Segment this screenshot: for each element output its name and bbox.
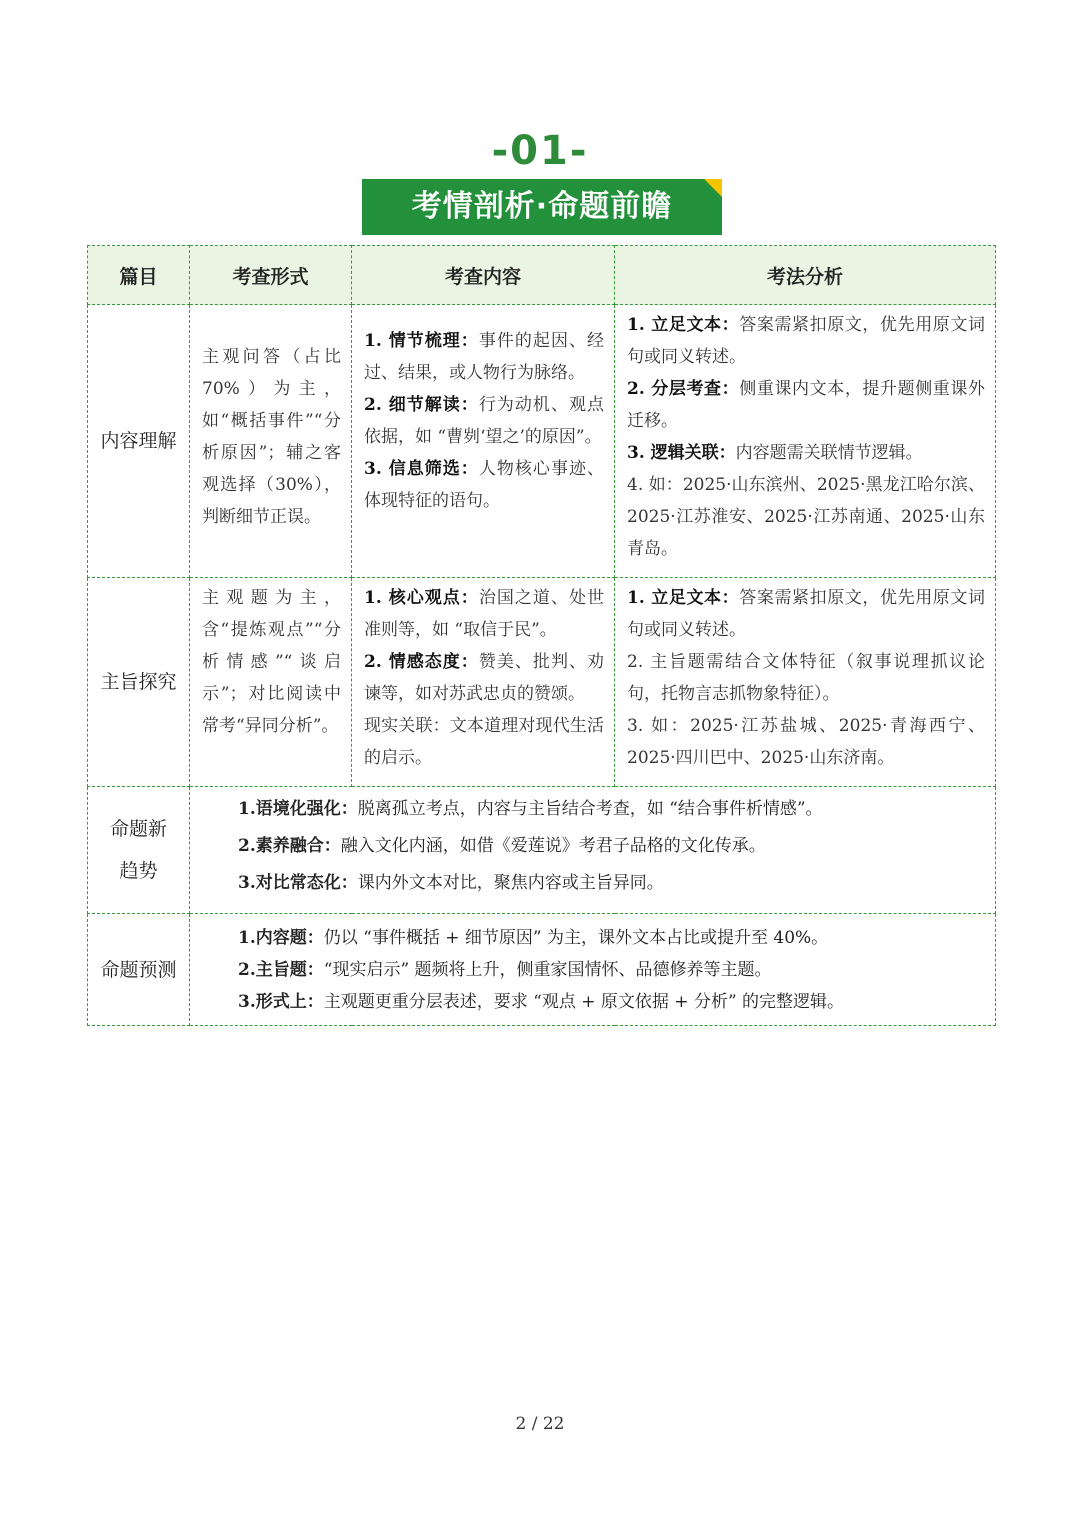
list-item: 3. 如：2025·江苏盐城、2025·青海西宁、2025·四川巴中、2025·山东济南。 xyxy=(627,716,985,768)
list-item: 2. 情感态度：赞美、批判、劝谏等，如对苏武忠贞的赞颂。 xyxy=(364,652,605,704)
content-cell xyxy=(352,305,615,578)
table-row xyxy=(88,787,996,914)
list-item: 1. 立足文本：答案需紧扣原文，优先用原文词句或同义转述。 xyxy=(627,315,986,367)
list-item: 现实关联：文本道理对现代生活的启示。 xyxy=(364,716,604,768)
list-item: 1.语境化强化：脱离孤立考点，内容与主旨结合考查，如 “结合事件析情感”。 xyxy=(238,799,823,819)
row-label: 内容理解 xyxy=(88,305,190,578)
list-item: 2. 分层考查：侧重课内文本，提升题侧重课外迁移。 xyxy=(627,379,986,431)
table-row xyxy=(88,578,996,787)
row-label-line: 趋势 xyxy=(119,860,158,882)
list-item: 2.素养融合：融入文化内涵，如借《爱莲说》考君子品格的文化传承。 xyxy=(238,836,766,856)
row-label-line: 命题新 xyxy=(109,818,167,840)
analysis-cell xyxy=(615,578,996,787)
list-item: 3.对比常态化：课内外文本对比，聚焦内容或主旨异同。 xyxy=(238,873,664,893)
list-item: 3. 逻辑关联：内容题需关联情节逻辑。 xyxy=(627,443,923,463)
section-number: -01- xyxy=(491,128,589,174)
section-title: 考情剖析·命题前瞻 xyxy=(411,189,673,224)
row-label xyxy=(88,787,190,914)
list-item: 2.主旨题：“现实启示” 题频将上升，侧重家国情怀、品德修养等主题。 xyxy=(238,960,772,980)
form-text: 主观题为主，含“提炼观点”“分析情感”“谈启示”；对比阅读中常考“异同分析”。 xyxy=(202,588,341,736)
header-analysis: 考法分析 xyxy=(615,246,996,305)
prediction-cell xyxy=(190,914,996,1026)
list-item: 1. 核心观点：治国之道、处世准则等，如 “取信于民”。 xyxy=(364,588,605,640)
analysis-cell xyxy=(615,305,996,578)
list-item: 1.内容题：仍以 “事件概括 + 细节原因” 为主，课外文本占比或提升至 40%。 xyxy=(238,928,829,948)
form-cell xyxy=(190,305,352,578)
list-item: 1. 情节梳理：事件的起因、经过、结果，或人物行为脉络。 xyxy=(364,331,605,383)
list-item: 4. 如：2025·山东滨州、2025·黑龙江哈尔滨、2025·江苏淮安、2025·江苏南通、2025·山东青岛。 xyxy=(627,475,985,559)
table-row xyxy=(88,305,996,578)
page-number: 2 / 22 xyxy=(515,1414,565,1434)
section-title-banner xyxy=(362,179,722,235)
list-item: 2. 主旨题需结合文体特征（叙事说理抓议论句，托物言志抓物象特征）。 xyxy=(627,652,985,704)
list-item: 3.形式上：主观题更重分层表述，要求 “观点 + 原文依据 + 分析” 的完整逻辑。 xyxy=(238,992,845,1012)
list-item: 2. 细节解读：行为动机、观点依据，如 “曹刿‘望之’的原因”。 xyxy=(364,395,605,447)
banner-corner-decoration xyxy=(704,179,722,197)
trend-cell xyxy=(190,787,996,914)
row-label: 命题预测 xyxy=(88,914,190,1026)
exam-analysis-table xyxy=(87,245,996,1026)
header-content: 考查内容 xyxy=(352,246,615,305)
form-text: 主观问答（占比70%）为主，如“概括事件”“分析原因”；辅之客观选择（30%），判断细节正误。 xyxy=(202,347,341,527)
list-item: 1. 立足文本：答案需紧扣原文，优先用原文词句或同义转述。 xyxy=(627,588,986,640)
list-item: 3. 信息筛选：人物核心事迹、体现特征的语句。 xyxy=(364,459,605,511)
table-header-row xyxy=(88,246,996,305)
header-form: 考查形式 xyxy=(190,246,352,305)
header-chapter: 篇目 xyxy=(88,246,190,305)
row-label: 主旨探究 xyxy=(88,578,190,787)
content-cell xyxy=(352,578,615,787)
table-row xyxy=(88,914,996,1026)
form-cell xyxy=(190,578,352,787)
